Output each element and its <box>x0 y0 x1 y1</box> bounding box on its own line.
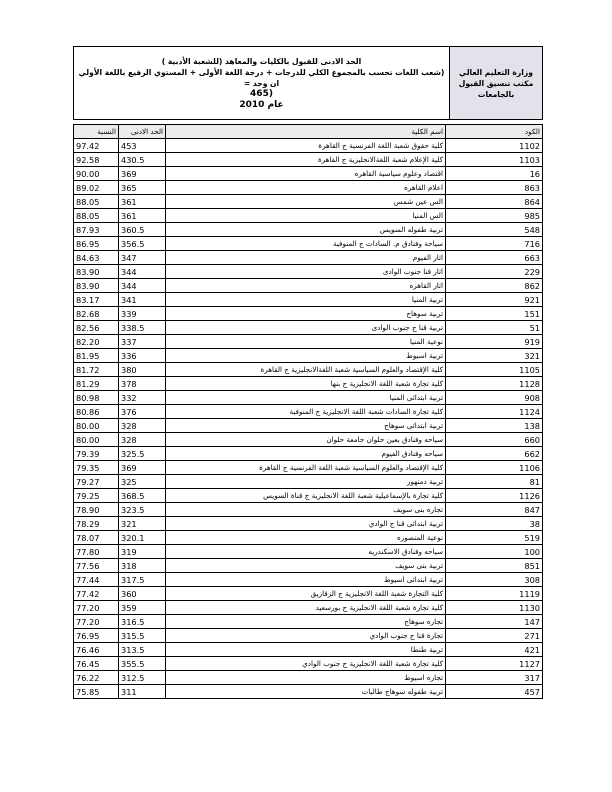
code-cell: 1130 <box>446 601 543 615</box>
header-line-4: عام 2010 <box>239 99 284 110</box>
percentage-cell: 77.56 <box>74 559 119 573</box>
percentage-cell: 79.25 <box>74 489 119 503</box>
percentage-cell: 80.98 <box>74 391 119 405</box>
table-row <box>74 489 543 503</box>
percentage-cell: 84.63 <box>74 251 119 265</box>
minimum-cell: 323.5 <box>119 503 166 517</box>
table-row <box>74 643 543 657</box>
code-cell: 147 <box>446 615 543 629</box>
college-name-cell: تجارة قنا ج جنوب الوادي <box>166 629 446 643</box>
code-cell: 662 <box>446 447 543 461</box>
code-cell: 919 <box>446 335 543 349</box>
table-row <box>74 167 543 181</box>
minimum-cell: 315.5 <box>119 629 166 643</box>
percentage-cell: 78.07 <box>74 531 119 545</box>
percentage-cell: 83.17 <box>74 293 119 307</box>
college-name-cell: تربية ابتدائى المنيا <box>166 391 446 405</box>
minimum-cell: 341 <box>119 293 166 307</box>
header-minimum: الحد الادنى <box>119 125 166 139</box>
code-cell: 1102 <box>446 139 543 153</box>
minimum-cell: 328 <box>119 419 166 433</box>
code-cell: 519 <box>446 531 543 545</box>
minimum-cell: 365 <box>119 181 166 195</box>
code-cell: 548 <box>446 223 543 237</box>
college-name-cell: كلية تجارة شعبة اللغة الانجليزية ج جنوب الوادي <box>166 657 446 671</box>
code-cell: 1124 <box>446 405 543 419</box>
code-cell: 1119 <box>446 587 543 601</box>
college-name-cell: كلية الإقتصاد والعلوم السياسية شعبة اللغة الفرنسية ج القاهرة <box>166 461 446 475</box>
minimum-cell: 368.5 <box>119 489 166 503</box>
code-cell: 1127 <box>446 657 543 671</box>
table-row <box>74 475 543 489</box>
college-name-cell: تجاره اسيوط <box>166 671 446 685</box>
org-line-1: وزارة التعليم العالي <box>459 67 533 77</box>
percentage-cell: 76.46 <box>74 643 119 657</box>
minimum-cell: 338.5 <box>119 321 166 335</box>
college-name-cell: سياحة وفنادق م. السادات ج المنوفية <box>166 237 446 251</box>
header-line-2: (شعب اللغات تحسب بالمجموع الكلي للدرجات + درجة اللغة الأولى + المستوي الرفيع باللغة الأولي ان وجد = <box>78 67 445 88</box>
percentage-cell: 89.02 <box>74 181 119 195</box>
minimum-cell: 332 <box>119 391 166 405</box>
college-name-cell: سياحه وفنادق الاسكندريه <box>166 545 446 559</box>
table-row <box>74 657 543 671</box>
table-row <box>74 447 543 461</box>
minimum-cell: 313.5 <box>119 643 166 657</box>
minimum-cell: 369 <box>119 461 166 475</box>
code-cell: 151 <box>446 307 543 321</box>
minimum-cell: 312.5 <box>119 671 166 685</box>
minimum-cell: 317.5 <box>119 573 166 587</box>
minimum-cell: 453 <box>119 139 166 153</box>
percentage-cell: 82.20 <box>74 335 119 349</box>
percentage-cell: 79.27 <box>74 475 119 489</box>
code-cell: 985 <box>446 209 543 223</box>
table-row <box>74 615 543 629</box>
table-row <box>74 251 543 265</box>
table-row <box>74 237 543 251</box>
table-row <box>74 629 543 643</box>
minimum-cell: 344 <box>119 279 166 293</box>
minimum-cell: 347 <box>119 251 166 265</box>
code-cell: 660 <box>446 433 543 447</box>
code-cell: 421 <box>446 643 543 657</box>
table-row <box>74 293 543 307</box>
college-name-cell: تربية اسيوط <box>166 349 446 363</box>
table-row <box>74 601 543 615</box>
minimum-cell: 336 <box>119 349 166 363</box>
code-cell: 862 <box>446 279 543 293</box>
percentage-cell: 81.95 <box>74 349 119 363</box>
table-row <box>74 405 543 419</box>
college-name-cell: تربية ابتدائى سوهاج <box>166 419 446 433</box>
percentage-cell: 76.45 <box>74 657 119 671</box>
code-cell: 921 <box>446 293 543 307</box>
minimum-cell: 318 <box>119 559 166 573</box>
admission-table <box>73 124 543 699</box>
code-cell: 16 <box>446 167 543 181</box>
percentage-cell: 82.56 <box>74 321 119 335</box>
header-code: الكود <box>446 125 543 139</box>
code-cell: 847 <box>446 503 543 517</box>
table-row <box>74 671 543 685</box>
table-row <box>74 321 543 335</box>
code-cell: 100 <box>446 545 543 559</box>
percentage-cell: 80.00 <box>74 433 119 447</box>
percentage-cell: 88.05 <box>74 209 119 223</box>
header-title-block <box>74 47 449 119</box>
college-name-cell: تجاره بنى سويف <box>166 503 446 517</box>
percentage-cell: 79.35 <box>74 461 119 475</box>
table-row <box>74 517 543 531</box>
table-row <box>74 545 543 559</box>
minimum-cell: 311 <box>119 685 166 699</box>
percentage-cell: 77.44 <box>74 573 119 587</box>
code-cell: 1128 <box>446 377 543 391</box>
percentage-cell: 82.68 <box>74 307 119 321</box>
college-name-cell: اثار القاهره <box>166 279 446 293</box>
minimum-cell: 359 <box>119 601 166 615</box>
minimum-cell: 369 <box>119 167 166 181</box>
college-name-cell: كلية تجارة بالإسماعيلية شعبة اللغة الانجليزية ج قناة السويس <box>166 489 446 503</box>
minimum-cell: 360.5 <box>119 223 166 237</box>
percentage-cell: 88.05 <box>74 195 119 209</box>
college-name-cell: كلية تجارة شعبة اللغة الانجليزية ج بنها <box>166 377 446 391</box>
college-name-cell: كلية حقوق شعبة اللغة الفرنسية ج القاهرة <box>166 139 446 153</box>
college-name-cell: اقتصاد وعلوم سياسية القاهره <box>166 167 446 181</box>
college-name-cell: اثار قنا جنوب الوادى <box>166 265 446 279</box>
minimum-cell: 320.1 <box>119 531 166 545</box>
table-row <box>74 391 543 405</box>
minimum-cell: 380 <box>119 363 166 377</box>
percentage-cell: 92.58 <box>74 153 119 167</box>
percentage-cell: 81.72 <box>74 363 119 377</box>
code-cell: 138 <box>446 419 543 433</box>
minimum-cell: 378 <box>119 377 166 391</box>
college-name-cell: كلية تجارة السادات شعبة اللغة الانجليزية ج المنوفية <box>166 405 446 419</box>
table-row <box>74 335 543 349</box>
percentage-cell: 97.42 <box>74 139 119 153</box>
percentage-cell: 78.90 <box>74 503 119 517</box>
percentage-cell: 78.29 <box>74 517 119 531</box>
org-line-2: مكتب تنسيق القبول <box>458 78 534 88</box>
college-name-cell: كلية التجارة شعبة اللغة الانجليزية ج الزقازيق <box>166 587 446 601</box>
header-percentage: النسبة <box>74 125 119 139</box>
college-name-cell: تربية سوهاج <box>166 307 446 321</box>
minimum-cell: 361 <box>119 195 166 209</box>
minimum-cell: 316.5 <box>119 615 166 629</box>
table-row <box>74 153 543 167</box>
table-row <box>74 307 543 321</box>
percentage-cell: 87.93 <box>74 223 119 237</box>
percentage-cell: 77.42 <box>74 587 119 601</box>
percentage-cell: 79.39 <box>74 447 119 461</box>
code-cell: 908 <box>446 391 543 405</box>
percentage-cell: 76.22 <box>74 671 119 685</box>
table-row <box>74 265 543 279</box>
code-cell: 51 <box>446 321 543 335</box>
code-cell: 457 <box>446 685 543 699</box>
minimum-cell: 337 <box>119 335 166 349</box>
percentage-cell: 77.80 <box>74 545 119 559</box>
table-row <box>74 433 543 447</box>
code-cell: 864 <box>446 195 543 209</box>
college-name-cell: تربية طفوله السويس <box>166 223 446 237</box>
minimum-cell: 325.5 <box>119 447 166 461</box>
table-row <box>74 461 543 475</box>
table-row <box>74 279 543 293</box>
code-cell: 851 <box>446 559 543 573</box>
college-name-cell: تربية دمنهور <box>166 475 446 489</box>
minimum-cell: 339 <box>119 307 166 321</box>
table-row <box>74 349 543 363</box>
table-row <box>74 559 543 573</box>
percentage-cell: 83.90 <box>74 279 119 293</box>
minimum-cell: 344 <box>119 265 166 279</box>
percentage-cell: 76.95 <box>74 629 119 643</box>
minimum-cell: 360 <box>119 587 166 601</box>
table-row <box>74 419 543 433</box>
table-row <box>74 685 543 699</box>
header-college-name: اسم الكلية <box>166 125 446 139</box>
code-cell: 38 <box>446 517 543 531</box>
percentage-cell: 90.00 <box>74 167 119 181</box>
college-name-cell: تربية طفوله سوهاج طالبات <box>166 685 446 699</box>
code-cell: 229 <box>446 265 543 279</box>
college-name-cell: نوعية المنصوره <box>166 531 446 545</box>
table-row <box>74 531 543 545</box>
percentage-cell: 80.86 <box>74 405 119 419</box>
college-name-cell: تجاره سوهاج <box>166 615 446 629</box>
college-name-cell: تربية بنى سويف <box>166 559 446 573</box>
table-row <box>74 195 543 209</box>
code-cell: 321 <box>446 349 543 363</box>
minimum-cell: 376 <box>119 405 166 419</box>
code-cell: 1103 <box>446 153 543 167</box>
college-name-cell: الس عين شمس <box>166 195 446 209</box>
table-row <box>74 209 543 223</box>
table-row <box>74 363 543 377</box>
minimum-cell: 328 <box>119 433 166 447</box>
minimum-cell: 430.5 <box>119 153 166 167</box>
percentage-cell: 75.85 <box>74 685 119 699</box>
table-body <box>74 139 543 699</box>
college-name-cell: نوعية المنيا <box>166 335 446 349</box>
code-cell: 317 <box>446 671 543 685</box>
code-cell: 863 <box>446 181 543 195</box>
college-name-cell: سياحه وفنادق بعين حلوان جامعة حلوان <box>166 433 446 447</box>
college-name-cell: اعلام القاهره <box>166 181 446 195</box>
code-cell: 271 <box>446 629 543 643</box>
college-name-cell: تربية طنطا <box>166 643 446 657</box>
college-name-cell: سياحه وفنادق الفيوم <box>166 447 446 461</box>
percentage-cell: 86.95 <box>74 237 119 251</box>
percentage-cell: 77.20 <box>74 601 119 615</box>
college-name-cell: تربية المنيا <box>166 293 446 307</box>
college-name-cell: كلية تجارة شعبة اللغة الانجليزية ج بورسعيد <box>166 601 446 615</box>
percentage-cell: 83.90 <box>74 265 119 279</box>
org-line-3: بالجامعات <box>477 89 515 99</box>
minimum-cell: 355.5 <box>119 657 166 671</box>
table-row <box>74 377 543 391</box>
document-header <box>73 46 543 120</box>
minimum-cell: 321 <box>119 517 166 531</box>
percentage-cell: 80.00 <box>74 419 119 433</box>
table-row <box>74 503 543 517</box>
college-name-cell: تربية ابتدائى اسيوط <box>166 573 446 587</box>
code-cell: 81 <box>446 475 543 489</box>
minimum-cell: 319 <box>119 545 166 559</box>
table-row <box>74 573 543 587</box>
minimum-cell: 356.5 <box>119 237 166 251</box>
percentage-cell: 77.20 <box>74 615 119 629</box>
code-cell: 716 <box>446 237 543 251</box>
header-organization <box>449 47 542 119</box>
table-row <box>74 181 543 195</box>
college-name-cell: تربية ابتدائى قنا ج الوادي <box>166 517 446 531</box>
table-row <box>74 139 543 153</box>
college-name-cell: الس المنيا <box>166 209 446 223</box>
header-line-3: (465 <box>250 88 273 99</box>
percentage-cell: 81.29 <box>74 377 119 391</box>
minimum-cell: 325 <box>119 475 166 489</box>
code-cell: 663 <box>446 251 543 265</box>
code-cell: 1105 <box>446 363 543 377</box>
code-cell: 1126 <box>446 489 543 503</box>
college-name-cell: كلية الإقتصاد والعلوم السياسية شعبة اللغةالانجليزية ج القاهرة <box>166 363 446 377</box>
header-line-1: الحد الادنى للقبول بالكليات والمعاهد (للشعبة الأدبية ) <box>161 56 362 66</box>
college-name-cell: تربية قنا ج جنوب الوادى <box>166 321 446 335</box>
table-header-row <box>74 125 543 139</box>
minimum-cell: 361 <box>119 209 166 223</box>
code-cell: 1106 <box>446 461 543 475</box>
college-name-cell: كلية الإعلام شعبة اللغةالانجليزية ج القاهرة <box>166 153 446 167</box>
college-name-cell: اثار الفيوم <box>166 251 446 265</box>
code-cell: 308 <box>446 573 543 587</box>
table-row <box>74 587 543 601</box>
table-row <box>74 223 543 237</box>
